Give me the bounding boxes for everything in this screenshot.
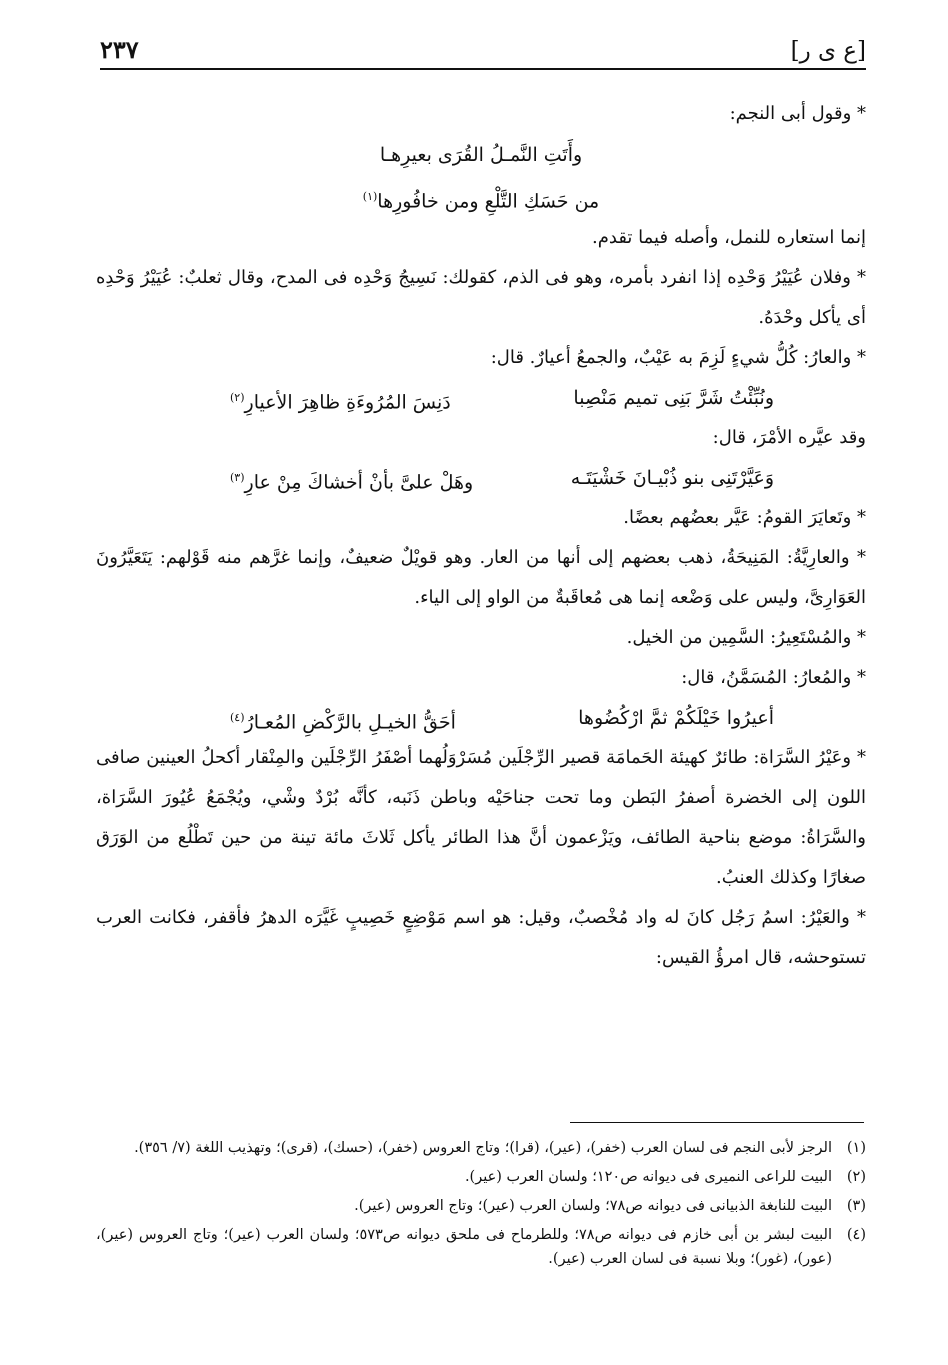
- footnote-ref-3: (٣): [230, 471, 245, 484]
- footnote-divider: [570, 1122, 864, 1123]
- verse-2: [96, 458, 866, 498]
- paragraph-aar: * والعارُ: كُلُّ شيءٍ لَزِمَ به عَيْبٌ، والجمعُ أعيارٌ. قال:: [490, 347, 866, 368]
- footnote-text: الرجز لأبى النجم فى لسان العرب (خفر)، (عير)، (قرا)؛ وتاج العروس (خفر)، (حسك)، (قرى)؛ وتهذيب اللغة (٧/ ٣٥٦).: [134, 1140, 832, 1156]
- footnote-number: (٤): [846, 1227, 866, 1243]
- footnote-number: (٢): [846, 1169, 866, 1185]
- footnote-ref-2: (٢): [230, 391, 245, 404]
- paragraph-fulan: * وفلان عُيَيْرُ وَحْدِه إذا انفرد بأمره، وهو فى الذم، كقولك: نَسِيجُ وَحْدِه فى المدح، وقال ثعلبٌ: عُيَيْرُ وَحْدِه أى يأكل وحْدَهُ.: [96, 267, 866, 328]
- rajaz-line-2-text: من حَسَكِ التَّلْعِ ومن خافُورِها: [377, 190, 600, 213]
- verse-2-second-hemistich: [230, 458, 473, 498]
- page-header: [100, 30, 866, 70]
- paragraph-ayr: * والعَيْرُ: اسمُ رَجُل كانَ له واد مُخْصبٌ، وقيل: هو اسم مَوْضِعٍ خَصِيبٍ غَيَّرَه الدهرُ فأقفر، فكانت العرب تستوحشه، قال امرؤُ القيس:: [96, 907, 866, 968]
- footnote-text: البيت لبشر بن أبى خازم فى ديوانه ص٧٨؛ وللطرماح فى ملحق ديوانه ص٥٧٣؛ ولسان العرب (عير)؛ وتاج العروس (عير)، (عور)، (غور)؛ وبلا نسبة فى لسان العرب (عير).: [96, 1227, 832, 1267]
- paragraph-mustair: * والمُسْتَعِيرُ: السَّمِين من الخيل.: [626, 627, 866, 648]
- verse-1-second-hemistich: [230, 378, 451, 418]
- footnote-ref-1: (١): [362, 190, 378, 203]
- verse-2-first-hemistich: وَعَيَّرْتَنِى بنو ذُبْيـانَ خَشْيَتَـه: [570, 467, 774, 489]
- footnote-text: البيت للنابغة الذبيانى فى ديوانه ص٧٨؛ ولسان العرب (عير)؛ وتاج العروس (عير).: [354, 1198, 832, 1214]
- paragraph-sarah: * وعَيْرُ السَّرَاة: طائرٌ كهيئة الحَمامَة قصير الرِّجْلَين مُسَرْوَلُهما أصْفَرُ الرِّجْلَين والمِنْقار أكحلُ العينين صافى اللون إلى الخضرة أصفرُ البَطن وما تحت جناحَيْه وباطن ذَنَبه، كأنَّه بُرْدٌ وشْي، ويُجْمَعُ عُيُورَ السَّرَاة، والسَّرَاةُ: موضع بناحية الطائف، ويَزْعمون أنَّ هذا الطائر يأكل ثَلاثَ مائة تينة من حين تَطْلُع من الوَرَق صغارًا وكذلك العنبُ.: [96, 747, 866, 888]
- footnotes: [96, 1136, 866, 1276]
- footnote-number: (٣): [846, 1198, 866, 1214]
- footnote-text: البيت للراعى النميرى فى ديوانه ص١٢٠؛ ولسان العرب (عير).: [464, 1169, 832, 1185]
- footnote-item: [96, 1136, 866, 1160]
- paragraph-aariya: * والعارِيَّةُ: المَنِيحَةُ، ذهب بعضهم إلى أنها من العار. وهو قويْلٌ ضعيفٌ، وإنما غرَّهم منه قَوْلهم: يَتَعَيَّرُونَ العَوَارِىَّ، وليس على وَضْعه إنما هى مُعاقَبةٌ من الواو إلى الياء.: [96, 547, 866, 608]
- verse-3-second-hemistich: [230, 698, 456, 738]
- root-heading: [ع ى ر]: [790, 38, 866, 64]
- verse-1: [96, 378, 866, 418]
- footnote-ref-4: (٤): [230, 711, 245, 724]
- verse-1-first-hemistich: ونُبِّئْتُ شَرَّ بَنِى تميم مَنْصِبا: [573, 387, 774, 409]
- footnote-number: (١): [846, 1140, 866, 1156]
- verse-3: [96, 698, 866, 738]
- footnote-item: [96, 1194, 866, 1218]
- footnote-item: [96, 1165, 866, 1189]
- paragraph-ayyarahu: وقد عيَّره الأمْرَ، قال:: [712, 427, 866, 448]
- paragraph-taayur: * وتَعايَرَ القومُ: عَيَّر بعضُهم بعضًا.: [623, 507, 866, 528]
- footnote-item: [96, 1223, 866, 1271]
- verse-1-second-text: دَنِسَ المُرُوءَةِ ظاهِرَ الأعيارِ: [244, 391, 451, 414]
- paragraph-muaar: * والمُعارُ: المُسَمَّنُ، قال:: [681, 667, 866, 688]
- verse-2-second-text: وهَلْ علىَّ بأنْ أخشاكَ مِنْ عارِ: [244, 471, 474, 494]
- rajaz-line-1: وأَتَتِ النَّمـلُ القُرَى بعيرِهـا: [379, 144, 583, 166]
- verse-3-second-text: أحَقُّ الخيـلِ بالرَّكْضِ المُعـارُ: [244, 711, 456, 734]
- page-number: ٢٣٧: [100, 35, 139, 64]
- main-text: [96, 94, 866, 978]
- paragraph-abi-najm: * وقول أبى النجم:: [729, 103, 866, 124]
- paragraph-innama: إنما استعاره للنمل، وأصله فيما تقدم.: [592, 227, 866, 248]
- rajaz-line-2: [96, 176, 866, 218]
- verse-3-first-hemistich: أعيرُوا خَيْلَكُمْ ثمَّ ارْكُضُوها: [578, 707, 774, 729]
